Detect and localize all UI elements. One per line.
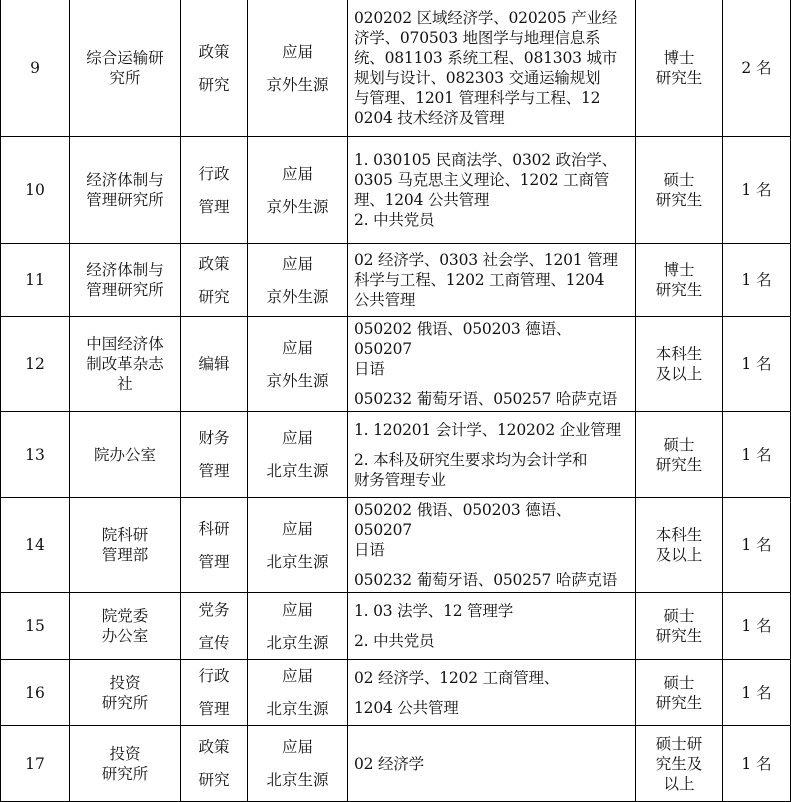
cell-unit <box>70 137 181 244</box>
cell-source-line: 应届 <box>281 738 313 756</box>
major-line: 050202 俄语、050203 德语、050207 <box>354 320 572 358</box>
cell-position-line: 行政 <box>198 667 230 685</box>
cell-position-line: 管理 <box>198 462 230 480</box>
cell-unit-line: 经济体制与 <box>86 171 164 189</box>
major-line: 2. 中共党员 <box>354 211 435 229</box>
cell-major-requirements <box>348 726 636 802</box>
cell-count: 1 名 <box>723 498 791 593</box>
cell-source-line: 京外生源 <box>266 75 329 94</box>
table-row <box>1 498 791 593</box>
cell-unit-line: 院科研 <box>101 526 149 544</box>
cell-source-line: 应届 <box>281 338 313 357</box>
cell-number: 9 <box>1 0 70 137</box>
cell-position-line: 党务 <box>198 600 230 619</box>
major-line: 02 经济学 <box>354 754 424 773</box>
cell-unit <box>70 412 181 498</box>
cell-unit-line: 办公室 <box>101 627 149 645</box>
table-row <box>1 137 791 244</box>
cell-degree-line: 博士 <box>663 261 695 279</box>
cell-degree-line: 硕士 <box>663 607 695 625</box>
cell-degree-line: 究生及 <box>655 754 703 773</box>
cell-degree-line: 及以上 <box>655 365 703 383</box>
cell-source <box>248 137 348 244</box>
cell-source <box>248 317 348 412</box>
cell-major-requirements <box>348 0 636 137</box>
major-line: 020202 区域经济学、020205 产业经 <box>354 9 618 27</box>
cell-count: 1 名 <box>723 244 791 317</box>
cell-unit <box>70 244 181 317</box>
cell-position-line: 研究 <box>198 287 230 306</box>
cell-unit-line: 经济体制与 <box>86 261 164 279</box>
cell-count: 1 名 <box>723 726 791 802</box>
cell-unit <box>70 0 181 137</box>
cell-position-line: 宣传 <box>198 633 230 652</box>
cell-source <box>248 412 348 498</box>
cell-source-line: 京外生源 <box>266 287 329 306</box>
cell-source-line: 京外生源 <box>266 371 329 390</box>
table-body <box>1 0 791 802</box>
cell-degree <box>636 412 723 498</box>
major-line: 0204 技术经济及管理 <box>354 109 505 127</box>
cell-major-requirements <box>348 317 636 412</box>
cell-position-line: 科研 <box>198 519 230 538</box>
cell-degree-line: 研究生 <box>655 627 703 645</box>
cell-source <box>248 660 348 726</box>
cell-degree-line: 硕士 <box>663 435 695 454</box>
cell-degree-line: 硕士 <box>663 171 695 189</box>
cell-number: 11 <box>1 244 70 317</box>
major-line: 0305 马克思主义理论、1202 工商管 <box>354 171 610 189</box>
cell-position <box>181 498 248 593</box>
cell-number: 13 <box>1 412 70 498</box>
cell-position <box>181 0 248 137</box>
cell-source-line: 北京生源 <box>266 771 329 789</box>
table-row <box>1 317 791 412</box>
cell-position <box>181 593 248 660</box>
major-line: 2. 中共党员 <box>354 632 435 650</box>
cell-position-line: 研究 <box>198 771 230 789</box>
major-line: 1204 公共管理 <box>354 698 459 717</box>
cell-position-line: 政策 <box>198 738 230 756</box>
major-line: 02 经济学、0303 社会学、1201 管理 <box>354 251 618 269</box>
major-line: 050232 葡萄牙语、050257 哈萨克语 <box>354 390 618 408</box>
cell-degree-line: 研究生 <box>655 455 703 474</box>
cell-count: 1 名 <box>723 593 791 660</box>
cell-unit-line: 综合运输研 <box>86 49 164 67</box>
cell-unit-line: 中国经济体 <box>86 335 164 353</box>
cell-major-requirements <box>348 137 636 244</box>
cell-degree-line: 本科生 <box>655 345 703 363</box>
cell-unit-line: 究所 <box>109 69 141 87</box>
cell-source-line: 应届 <box>281 429 313 447</box>
table-row <box>1 660 791 726</box>
cell-position-line: 政策 <box>198 254 230 273</box>
cell-position <box>181 412 248 498</box>
cell-number: 10 <box>1 137 70 244</box>
cell-source-line: 应届 <box>281 600 313 619</box>
cell-source <box>248 593 348 660</box>
cell-degree-line: 及以上 <box>655 546 703 564</box>
paragraph-gap <box>354 379 629 389</box>
major-line: 财务管理专业 <box>354 470 446 489</box>
major-line: 1. 03 法学、12 管理学 <box>354 602 514 620</box>
major-line: 1. 030105 民商法学、0302 政治学、 <box>354 151 617 169</box>
cell-source <box>248 0 348 137</box>
cell-unit <box>70 498 181 593</box>
cell-source <box>248 498 348 593</box>
cell-degree-line: 研究生 <box>655 69 703 87</box>
cell-source-line: 应届 <box>281 42 313 61</box>
cell-degree <box>636 498 723 593</box>
cell-source-line: 京外生源 <box>266 197 329 216</box>
cell-number: 12 <box>1 317 70 412</box>
cell-unit-line: 管理研究所 <box>86 281 164 299</box>
cell-unit-line: 投资 <box>109 673 141 692</box>
major-line: 日语 <box>354 541 385 559</box>
cell-degree-line: 硕士 <box>663 673 695 692</box>
table-row <box>1 593 791 660</box>
cell-position-line: 管理 <box>198 197 230 216</box>
major-line: 济学、070503 地图学与地理信息系 <box>354 29 601 47</box>
cell-source <box>248 726 348 802</box>
cell-degree-line: 以上 <box>663 774 695 793</box>
cell-source-line: 北京生源 <box>266 700 329 718</box>
cell-degree <box>636 593 723 660</box>
major-line: 科学与工程、1202 工商管理、1204 <box>354 271 605 289</box>
cell-count: 1 名 <box>723 317 791 412</box>
major-line: 050232 葡萄牙语、050257 哈萨克语 <box>354 571 618 589</box>
cell-position-line: 财务 <box>198 429 230 447</box>
cell-major-requirements <box>348 412 636 498</box>
table-row <box>1 726 791 802</box>
cell-unit-line: 管理部 <box>101 546 149 564</box>
cell-degree-line: 硕士研 <box>655 734 703 753</box>
major-line: 050202 俄语、050203 德语、050207 <box>354 501 572 539</box>
cell-degree <box>636 137 723 244</box>
cell-count: 1 名 <box>723 412 791 498</box>
cell-position-line: 研究 <box>198 75 230 94</box>
cell-degree <box>636 244 723 317</box>
cell-source-line: 应届 <box>281 519 313 538</box>
cell-degree <box>636 317 723 412</box>
cell-degree <box>636 660 723 726</box>
cell-position <box>181 726 248 802</box>
cell-position <box>181 660 248 726</box>
cell-number: 17 <box>1 726 70 802</box>
major-line: 与管理、1201 管理科学与工程、12 <box>354 89 601 107</box>
table-row <box>1 412 791 498</box>
major-line: 统、081103 系统工程、081303 城市 <box>354 49 618 67</box>
cell-position-line: 政策 <box>198 42 230 61</box>
cell-unit-line: 院办公室 <box>93 445 156 464</box>
cell-number: 16 <box>1 660 70 726</box>
major-line: 1. 120201 会计学、120202 企业管理 <box>354 420 621 439</box>
cell-source-line: 应届 <box>281 254 313 273</box>
major-line: 02 经济学、1202 工商管理、 <box>354 668 560 687</box>
cell-source-line: 应届 <box>281 667 313 685</box>
major-line: 规划与设计、082303 交通运输规划 <box>354 69 601 87</box>
cell-unit <box>70 660 181 726</box>
cell-unit-line: 制改革杂志 <box>86 355 164 373</box>
cell-position <box>181 317 248 412</box>
cell-source-line: 应届 <box>281 164 313 183</box>
cell-degree-line: 研究生 <box>655 281 703 299</box>
cell-source <box>248 244 348 317</box>
cell-unit-line: 院党委 <box>101 607 149 625</box>
cell-degree-line: 博士 <box>663 49 695 67</box>
cell-position <box>181 244 248 317</box>
cell-degree-line: 研究生 <box>655 693 703 712</box>
cell-source-line: 北京生源 <box>266 633 329 652</box>
cell-degree <box>636 0 723 137</box>
cell-degree-line: 本科生 <box>655 526 703 544</box>
cell-source-line: 北京生源 <box>266 462 329 480</box>
cell-position-line: 管理 <box>198 552 230 571</box>
cell-position-line: 行政 <box>198 164 230 183</box>
cell-major-requirements <box>348 593 636 660</box>
paragraph-gap <box>354 688 629 698</box>
major-line: 2. 本科及研究生要求均为会计学和 <box>354 450 588 469</box>
cell-unit-line: 投资 <box>109 744 141 763</box>
cell-major-requirements <box>348 244 636 317</box>
cell-degree <box>636 726 723 802</box>
cell-unit-line: 研究所 <box>101 693 149 712</box>
cell-number: 14 <box>1 498 70 593</box>
cell-count: 2 名 <box>723 0 791 137</box>
table-row <box>1 0 791 137</box>
table-row <box>1 244 791 317</box>
major-line: 日语 <box>354 360 385 378</box>
cell-number: 15 <box>1 593 70 660</box>
cell-unit-line: 社 <box>117 375 133 393</box>
paragraph-gap <box>354 621 629 631</box>
cell-position-line: 管理 <box>198 700 230 718</box>
cell-major-requirements <box>348 498 636 593</box>
major-line: 公共管理 <box>354 291 416 309</box>
paragraph-gap <box>354 440 629 450</box>
paragraph-gap <box>354 560 629 570</box>
cell-position-line: 编辑 <box>198 355 230 373</box>
cell-unit-line: 研究所 <box>101 764 149 783</box>
cell-position <box>181 137 248 244</box>
cell-unit <box>70 317 181 412</box>
cell-count: 1 名 <box>723 137 791 244</box>
cell-unit <box>70 593 181 660</box>
cell-degree-line: 研究生 <box>655 191 703 209</box>
cell-unit <box>70 726 181 802</box>
cell-unit-line: 管理研究所 <box>86 191 164 209</box>
cell-major-requirements <box>348 660 636 726</box>
cell-count: 1 名 <box>723 660 791 726</box>
major-line: 理、1204 公共管理 <box>354 191 490 209</box>
cell-source-line: 北京生源 <box>266 552 329 571</box>
